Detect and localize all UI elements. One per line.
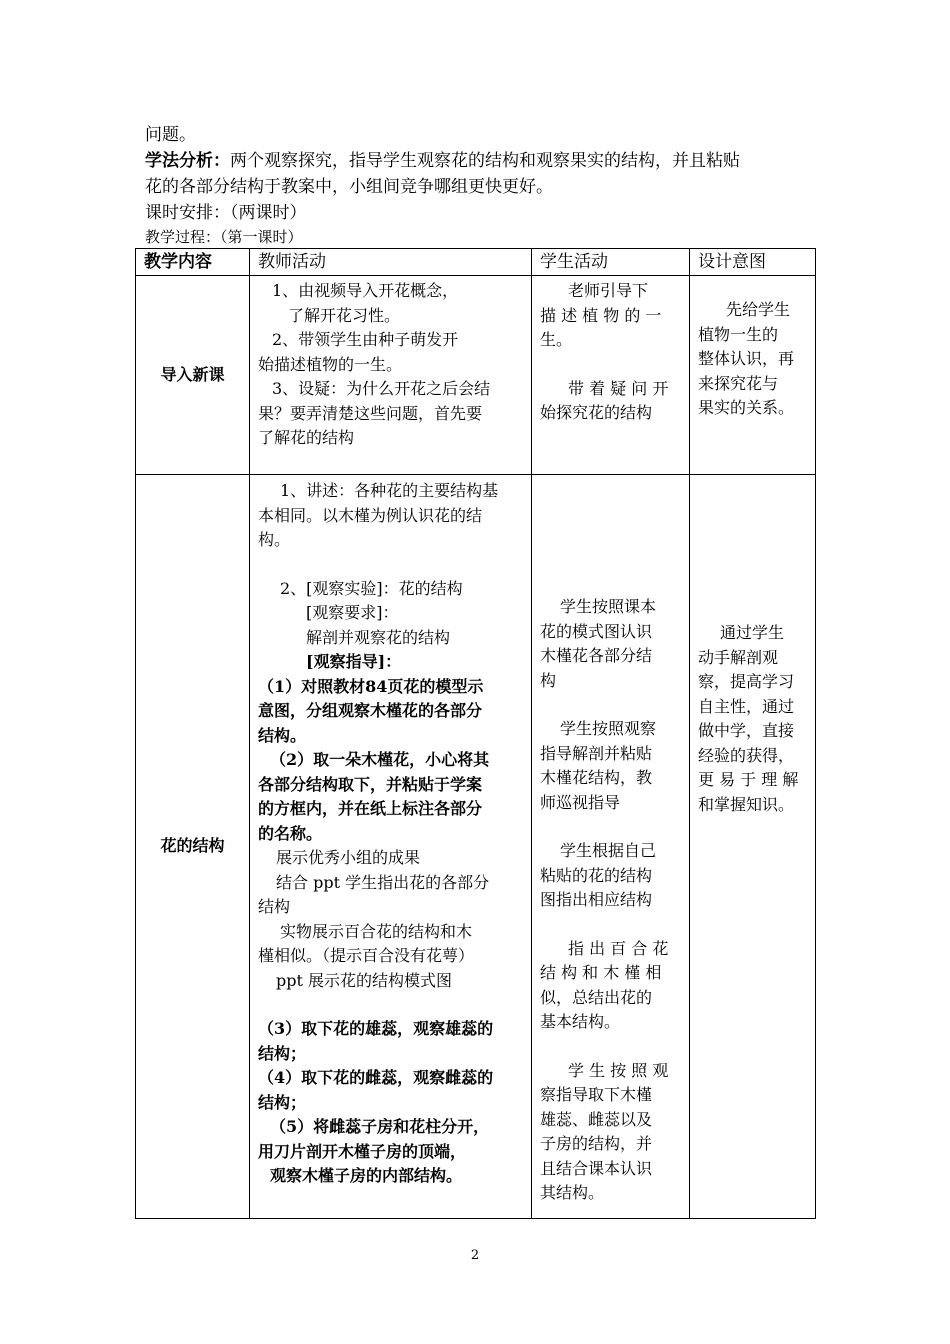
process-line: 教学过程：（第一课时） — [145, 228, 303, 246]
text-line: ppt 展示花的结构模式图 — [276, 970, 453, 990]
text-line: （2）取一朵木槿花，小心将其 — [270, 750, 490, 769]
text-line: 植物一生的 — [698, 324, 779, 344]
text-line: 学 生 按 照 观 — [568, 1060, 669, 1080]
text-line: 果实的关系。 — [698, 398, 795, 417]
text-line: 整体认识，再 — [698, 349, 795, 368]
text-line: 且结合课本认识 — [540, 1158, 653, 1178]
text-line: 动手解剖观 — [698, 647, 779, 667]
text-line: 始描述植物的一生。 — [258, 354, 403, 374]
header-intent: 设计意图 — [690, 249, 816, 276]
text-line: 结构。 — [258, 725, 307, 745]
text-line: （5）将雌蕊子房和花柱分开， — [270, 1117, 490, 1136]
text-line: 本相同。以木槿为例认识花的结 — [258, 505, 483, 525]
text-line: 始探究花的结构 — [540, 403, 653, 422]
text-line: 描 述 植 物 的 一 — [540, 305, 662, 325]
text-line: 构 — [540, 670, 557, 690]
text-line: 花的模式图认识 — [540, 621, 653, 641]
text-line: 师巡视指导 — [540, 792, 621, 812]
lesson-table — [135, 248, 816, 1219]
table-row-flower-structure — [136, 475, 816, 1219]
text-line: 结构 — [258, 897, 291, 916]
text-line: 自主性，通过 — [698, 696, 795, 716]
section-intro: 导入新课 — [136, 276, 250, 475]
text-line: 经验的获得， — [698, 745, 795, 765]
student-activity-flower — [532, 475, 690, 1219]
text-line: 木槿花结构，教 — [540, 768, 653, 787]
text-line: （4）取下花的雌蕊，观察雌蕊的 — [258, 1068, 494, 1087]
text-line: 和掌握知识。 — [698, 794, 795, 814]
intro-text — [145, 122, 825, 248]
header-content: 教学内容 — [136, 249, 250, 276]
design-intent-intro — [690, 276, 816, 475]
section-flower-structure: 花的结构 — [136, 475, 250, 1219]
text-line: 似，总结出花的 — [540, 987, 653, 1007]
text-line: 用刀片剖开木槿子房的顶端， — [258, 1141, 467, 1161]
text-line: 察指导取下木槿 — [540, 1085, 653, 1104]
text-line: 的方框内，并在纸上标注各部分 — [258, 799, 483, 818]
intro-line-1: 问题。 — [145, 125, 196, 145]
text-line: 结构； — [258, 1092, 307, 1112]
text-line: 指导解剖并粘贴 — [540, 743, 653, 763]
text-line: 通过学生 — [720, 623, 785, 642]
text-line: （3）取下花的雄蕊，观察雄蕊的 — [258, 1019, 494, 1038]
text-line: 构。 — [258, 530, 291, 549]
text-line: [观察指导]： — [306, 652, 402, 671]
text-line: 了解开花习性。 — [288, 305, 401, 325]
text-line: 基本结构。 — [540, 1012, 621, 1031]
text-line: 先给学生 — [726, 300, 791, 319]
text-line: 意图，分组观察木槿花的各部分 — [258, 701, 483, 720]
text-line: 其结构。 — [540, 1183, 605, 1202]
text-line: 雄蕊、雌蕊以及 — [540, 1109, 653, 1129]
student-activity-intro — [532, 276, 690, 475]
text-line: 做中学，直接 — [698, 721, 795, 740]
text-line: 结构； — [258, 1043, 307, 1063]
text-line: 老师引导下 — [568, 281, 649, 300]
text-line: 各部分结构取下，并粘贴于学案 — [258, 774, 483, 794]
text-line: 结合 ppt 学生指出花的各部分 — [276, 872, 490, 892]
method-text-1: 两个观察探究，指导学生观察花的结构和观察果实的结构，并且粘贴 — [230, 151, 740, 171]
text-line: [观察要求]： — [306, 603, 399, 622]
text-line: 学生根据自己 — [560, 841, 657, 860]
text-line: 3、设疑：为什么开花之后会结 — [272, 379, 491, 398]
method-label: 学法分析： — [145, 151, 230, 171]
text-line: 解剖并观察花的结构 — [306, 627, 451, 647]
text-line: 学生按照观察 — [560, 719, 657, 738]
teacher-activity-flower — [250, 475, 532, 1219]
text-line: 带 着 疑 问 开 — [568, 378, 669, 398]
schedule-line: 课时安排：（两课时） — [145, 203, 307, 223]
text-line: 1、讲述：各种花的主要结构基 — [280, 481, 499, 500]
text-line: 生。 — [540, 330, 573, 349]
text-line: 学生按照课本 — [560, 597, 657, 616]
text-line: 图指出相应结构 — [540, 890, 653, 909]
text-line: 粘贴的花的结构 — [540, 865, 653, 885]
text-line: 1、由视频导入开花概念， — [272, 281, 459, 300]
text-line: 更 易 于 理 解 — [698, 770, 799, 789]
teacher-activity-intro — [250, 276, 532, 475]
text-line: 果？要弄清楚这些问题，首先要 — [258, 403, 483, 423]
header-teacher: 教师活动 — [250, 249, 532, 276]
text-line: 子房的结构，并 — [540, 1134, 653, 1153]
table-header-row — [136, 249, 816, 276]
design-intent-flower — [690, 475, 816, 1219]
method-text-2: 花的各部分结构于教案中，小组间竞争哪组更快更好。 — [145, 177, 553, 197]
text-line: 指 出 百 合 花 — [568, 938, 669, 958]
text-line: 木槿花各部分结 — [540, 646, 653, 665]
text-line: 展示优秀小组的成果 — [276, 848, 421, 867]
text-line: 结 构 和 木 槿 相 — [540, 963, 662, 982]
text-line: 槿相似。（提示百合没有花萼） — [258, 946, 475, 965]
text-line: 了解花的结构 — [258, 428, 355, 447]
text-line: （1）对照教材84页花的模型示 — [258, 676, 484, 696]
text-line: 2、带领学生由种子萌发开 — [272, 330, 459, 349]
header-student: 学生活动 — [532, 249, 690, 276]
text-line: 实物展示百合花的结构和木 — [280, 921, 473, 941]
text-line: 来探究花与 — [698, 373, 779, 393]
text-line: 察，提高学习 — [698, 672, 795, 691]
text-line: 观察木槿子房的内部结构。 — [270, 1166, 463, 1185]
page-number: 2 — [470, 1248, 480, 1263]
method-analysis — [145, 148, 825, 174]
text-line: 2、[观察实验]：花的结构 — [280, 578, 463, 598]
text-line: 的名称。 — [258, 823, 323, 843]
table-row-intro — [136, 276, 816, 475]
